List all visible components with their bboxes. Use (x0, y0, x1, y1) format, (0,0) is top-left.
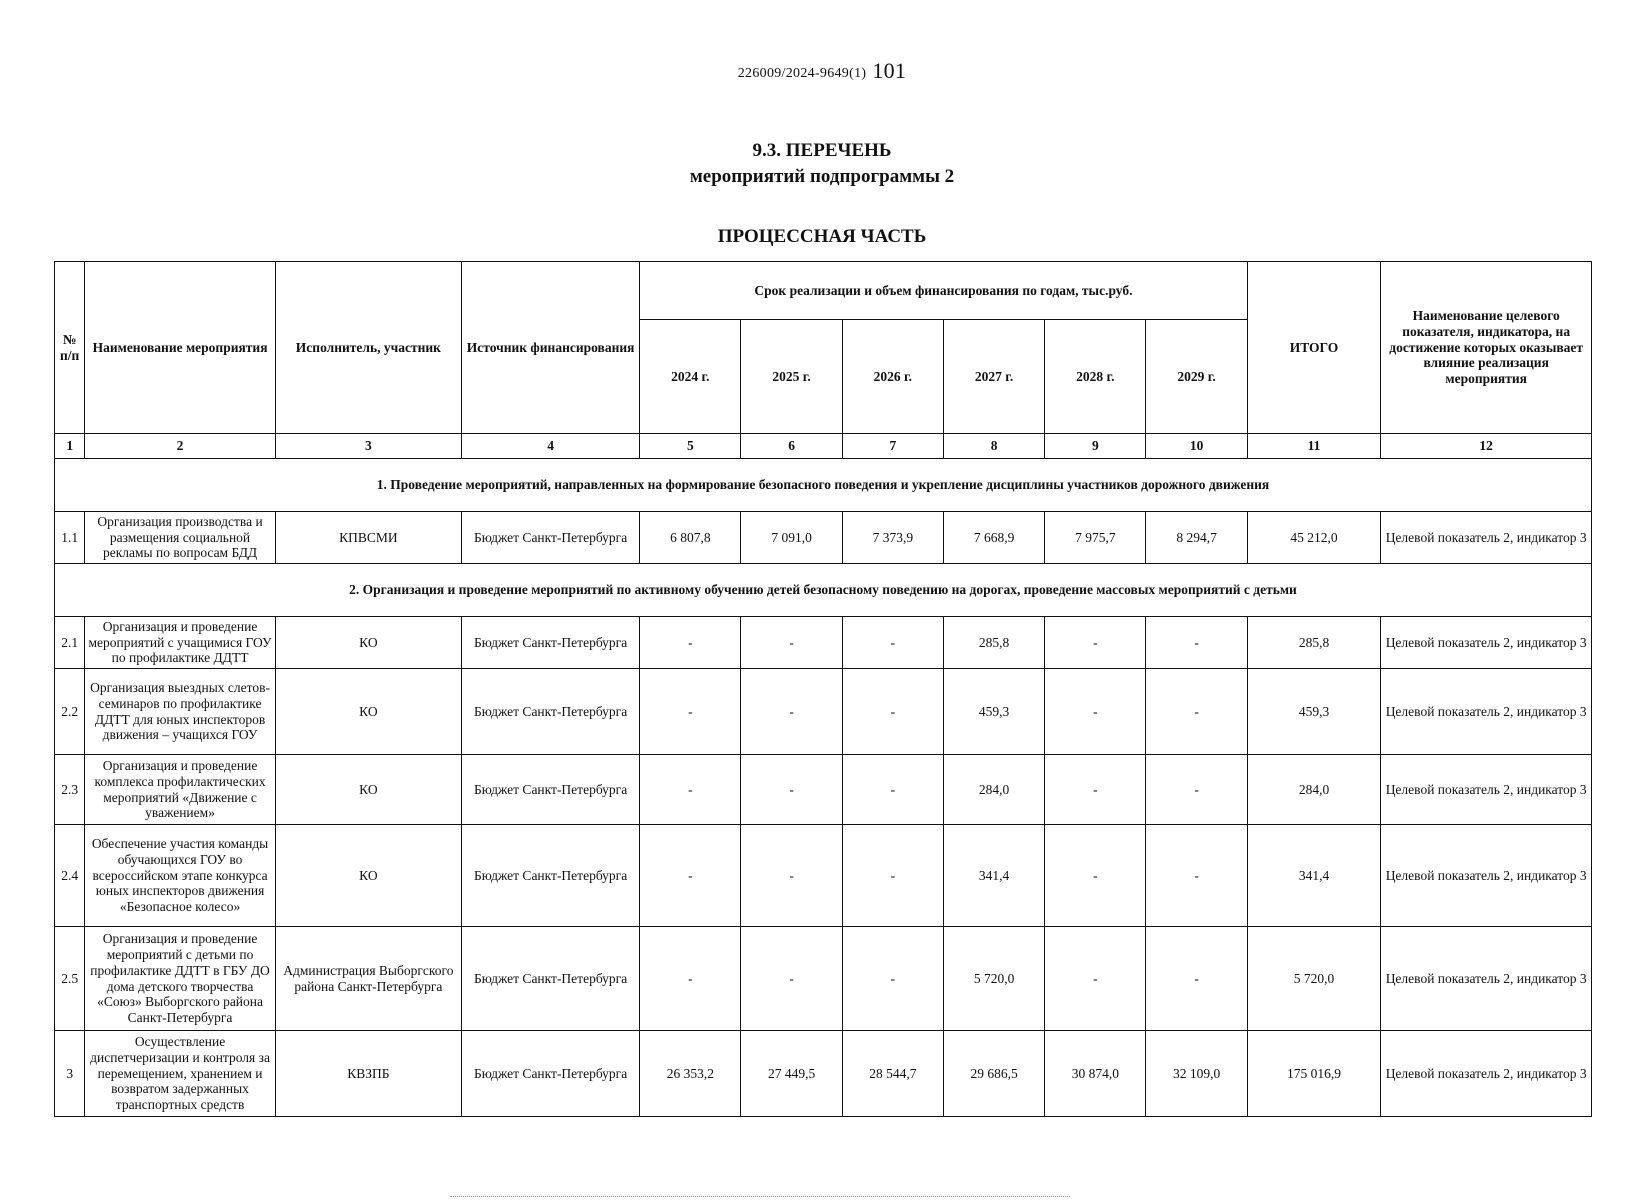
total-amount: 45 212,0 (1247, 512, 1381, 564)
column-number: 9 (1045, 434, 1146, 459)
header-indicator: Наименование целевого показателя, индикатора, на достижение которых оказывает влияние реализация мероприятия (1381, 262, 1592, 434)
year-amount: - (640, 669, 741, 755)
column-number: 8 (943, 434, 1044, 459)
total-amount: 5 720,0 (1247, 927, 1381, 1031)
activity-name: Организация и проведение мероприятий с учащимися ГОУ по профилактике ДДТТ (85, 617, 275, 669)
year-amount: - (741, 669, 842, 755)
header-year: 2029 г. (1146, 320, 1247, 434)
column-number: 4 (462, 434, 640, 459)
target-indicator: Целевой показатель 2, индикатор 3 (1381, 512, 1592, 564)
column-number: 11 (1247, 434, 1381, 459)
activity-name: Осуществление диспетчеризации и контроля за перемещением, хранением и возвратом задержанных транспортных средств (85, 1031, 275, 1117)
header-year: 2026 г. (842, 320, 943, 434)
year-amount: - (842, 927, 943, 1031)
funding-source: Бюджет Санкт-Петербурга (462, 617, 640, 669)
header-year: 2028 г. (1045, 320, 1146, 434)
column-number: 12 (1381, 434, 1592, 459)
page-number: 101 (872, 58, 907, 83)
funding-source: Бюджет Санкт-Петербурга (462, 669, 640, 755)
column-number: 1 (55, 434, 85, 459)
table-row (55, 512, 1592, 564)
year-amount: 7 373,9 (842, 512, 943, 564)
year-amount: - (640, 755, 741, 825)
activities-table (54, 261, 1592, 1117)
year-amount: 285,8 (943, 617, 1044, 669)
executor: КО (275, 755, 461, 825)
total-amount: 341,4 (1247, 825, 1381, 927)
funding-source: Бюджет Санкт-Петербурга (462, 927, 640, 1031)
table-row (55, 755, 1592, 825)
table-row (55, 927, 1592, 1031)
year-amount: - (640, 927, 741, 1031)
year-amount: - (1146, 617, 1247, 669)
row-number: 2.5 (55, 927, 85, 1031)
target-indicator: Целевой показатель 2, индикатор 3 (1381, 669, 1592, 755)
year-amount: - (640, 617, 741, 669)
column-number: 2 (85, 434, 275, 459)
header-year: 2024 г. (640, 320, 741, 434)
header-period: Срок реализации и объем финансирования по годам, тыс.руб. (640, 262, 1248, 320)
target-indicator: Целевой показатель 2, индикатор 3 (1381, 825, 1592, 927)
table-row (55, 617, 1592, 669)
section-heading-2: 2. Организация и проведение мероприятий по активному обучению детей безопасному поведению на дорогах, проведение массовых мероприятий с детьми (55, 564, 1592, 617)
scan-artifact (450, 1196, 1070, 1199)
header-name: Наименование мероприятия (85, 262, 275, 434)
executor: КО (275, 669, 461, 755)
header-total: ИТОГО (1247, 262, 1381, 434)
activity-name: Организация и проведение мероприятий с детьми по профилактике ДДТТ в ГБУ ДО дома детского творчества «Союз» Выборгского района Санкт-Петербурга (85, 927, 275, 1031)
list-title: 9.3. ПЕРЕЧЕНЬ (752, 140, 892, 161)
activity-name: Организация производства и размещения социальной рекламы по вопросам БДД (85, 512, 275, 564)
target-indicator: Целевой показатель 2, индикатор 3 (1381, 617, 1592, 669)
year-amount: 341,4 (943, 825, 1044, 927)
year-amount: 7 975,7 (1045, 512, 1146, 564)
column-number: 7 (842, 434, 943, 459)
row-number: 2.2 (55, 669, 85, 755)
year-amount: - (1045, 927, 1146, 1031)
section-heading-1: 1. Проведение мероприятий, направленных на формирование безопасного поведения и укрепление дисциплины участников дорожного движения (55, 459, 1592, 512)
column-number: 6 (741, 434, 842, 459)
executor: Администрация Выборгского района Санкт-Петербурга (275, 927, 461, 1031)
year-amount: 26 353,2 (640, 1031, 741, 1117)
year-amount: - (1045, 669, 1146, 755)
activity-name: Организация выездных слетов-семинаров по профилактике ДДТТ для юных инспекторов движения – учащихся ГОУ (85, 669, 275, 755)
column-number: 3 (275, 434, 461, 459)
executor: КВЗПБ (275, 1031, 461, 1117)
header-executor: Исполнитель, участник (275, 262, 461, 434)
total-amount: 175 016,9 (1247, 1031, 1381, 1117)
year-amount: - (842, 755, 943, 825)
year-amount: 29 686,5 (943, 1031, 1044, 1117)
table-row (55, 1031, 1592, 1117)
header-year: 2025 г. (741, 320, 842, 434)
year-amount: 27 449,5 (741, 1031, 842, 1117)
table-row (55, 669, 1592, 755)
year-amount: 7 668,9 (943, 512, 1044, 564)
target-indicator: Целевой показатель 2, индикатор 3 (1381, 927, 1592, 1031)
total-amount: 284,0 (1247, 755, 1381, 825)
row-number: 1.1 (55, 512, 85, 564)
part-title: ПРОЦЕССНАЯ ЧАСТЬ (717, 226, 927, 247)
year-amount: - (1146, 825, 1247, 927)
row-number: 3 (55, 1031, 85, 1117)
row-number: 2.4 (55, 825, 85, 927)
funding-source: Бюджет Санкт-Петербурга (462, 825, 640, 927)
funding-source: Бюджет Санкт-Петербурга (462, 1031, 640, 1117)
year-amount: 32 109,0 (1146, 1031, 1247, 1117)
table-row (55, 825, 1592, 927)
year-amount: 7 091,0 (741, 512, 842, 564)
target-indicator: Целевой показатель 2, индикатор 3 (1381, 1031, 1592, 1117)
header-year: 2027 г. (943, 320, 1044, 434)
column-number: 10 (1146, 434, 1247, 459)
executor: КПВСМИ (275, 512, 461, 564)
document-registration-number (0, 58, 1644, 84)
year-amount: - (741, 617, 842, 669)
header-source: Источник финансирования (462, 262, 640, 434)
executor: КО (275, 825, 461, 927)
year-amount: - (1045, 617, 1146, 669)
list-subtitle: мероприятий подпрограммы 2 (689, 166, 955, 187)
year-amount: - (1045, 825, 1146, 927)
target-indicator: Целевой показатель 2, индикатор 3 (1381, 755, 1592, 825)
year-amount: - (842, 825, 943, 927)
year-amount: - (842, 617, 943, 669)
funding-source: Бюджет Санкт-Петербурга (462, 512, 640, 564)
year-amount: - (1045, 755, 1146, 825)
row-number: 2.3 (55, 755, 85, 825)
funding-source: Бюджет Санкт-Петербурга (462, 755, 640, 825)
activity-name: Обеспечение участия команды обучающихся ГОУ во всероссийском этапе конкурса юных инспекторов движения «Безопасное колесо» (85, 825, 275, 927)
row-number: 2.1 (55, 617, 85, 669)
header-num: № п/п (55, 262, 85, 434)
year-amount: - (741, 825, 842, 927)
year-amount: - (741, 927, 842, 1031)
year-amount: 5 720,0 (943, 927, 1044, 1031)
column-number: 5 (640, 434, 741, 459)
activity-name: Организация и проведение комплекса профилактических мероприятий «Движение с уважением» (85, 755, 275, 825)
year-amount: 284,0 (943, 755, 1044, 825)
total-amount: 459,3 (1247, 669, 1381, 755)
executor: КО (275, 617, 461, 669)
year-amount: - (1146, 755, 1247, 825)
year-amount: - (640, 825, 741, 927)
year-amount: - (1146, 669, 1247, 755)
total-amount: 285,8 (1247, 617, 1381, 669)
year-amount: - (842, 669, 943, 755)
year-amount: 6 807,8 (640, 512, 741, 564)
year-amount: 30 874,0 (1045, 1031, 1146, 1117)
year-amount: 28 544,7 (842, 1031, 943, 1117)
doc-number-text: 226009/2024-9649(1) (737, 66, 867, 81)
year-amount: 8 294,7 (1146, 512, 1247, 564)
year-amount: - (741, 755, 842, 825)
year-amount: - (1146, 927, 1247, 1031)
year-amount: 459,3 (943, 669, 1044, 755)
